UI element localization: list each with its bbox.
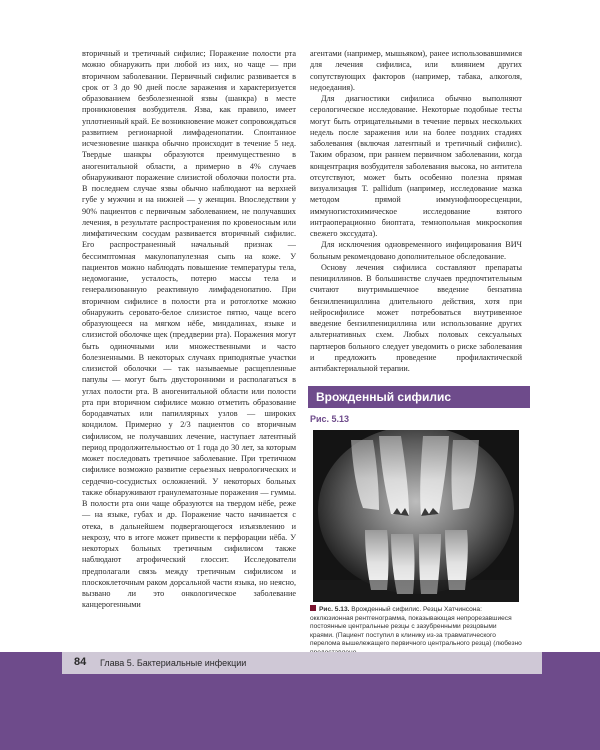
page-number: 84 (74, 656, 87, 668)
paragraph: Основу лечения сифилиса составляют препараты пенициллинов. В большинстве случаев предпочтительным считают внутримышечное введение бензатина бензилпенициллина длительного действия, хотя при нейросифилисе может потребоваться внутривенное введение бензилпенициллина или использование других альтернативных схем. Любых половых сексуальных партнеров больного следует уведомить о риске заболевания и предложить проведение профилактической антибактериальной терапии. (310, 262, 522, 373)
caption-marker (310, 605, 316, 611)
paragraph: вторичный и третичный сифилис; Поражение полости рта можно обнаружить при любой из них, но чаще — при вторичном заболевании. Первичный сифилис развивается в срок от 3 до 90 дней после заражения и характеризуется образованием безболезненной язвы (шанкра) в месте проникновения возбудителя. Язва, как правило, имеет уплотненный край. Ее возникновение может сопровождаться развитием регионарной лимфаденопатии. Спонтанное исчезновение шанкра обычно происходит в течение 5 нед. Твердые шанкры образуются преимущественно в аногенитальной области, а примерно в 4% случаев обнаруживают поражение слизистой оболочки полости рта. В последнем случае язвы обычно наблюдают на верхней губе у мужчин и на нижней — у женщин. Впоследствии у 90% пациентов с первичным заболеванием, не получавших лечения, в результате распространения по кровеносным или лимфатическим сосудам развивается вторичный сифилис. Его распространенный начальный признак — бессимптомная макулопапулезная сыпь на коже. У пациентов можно наблюдать повышение температуры тела, недомогание, усталость, потерю массы тела и генерализованную реактивную лимфаденопатию. При вторичном сифилисе в полости рта и ротоглотке можно обнаружить серовато-белое слизистое пятно, чаще всего образующееся на мягком нёбе, миндалинах, языке и слизистой оболочке щек (преддверии рта). Поражения могут быть одиночными или множественными и часто болезненными. В некоторых случаях приподнятые участки слизистой оболочки — так называемые расщепленные папулы — могут быть двусторонними и располагаться в углах полости рта. В аногенитальной области или полости рта при вторичном сифилисе можно отметить образование бородавчатых или папиллярных узлов — широких кондилом. Примерно у 2/3 пациентов со вторичным сифилисом, не получавших лечение, наступает латентный период продолжительностью от 1 года до 30 лет, за которым может последовать третичное заболевание. При третичном сифилисе возможно развитие серьезных неврологических и сердечно-сосудистых осложнений. У некоторых больных также обнаруживают гранулематозные поражения — гуммы. В полости рта они чаще образуются на твердом нёбе, реже — на языке, губах и др. Поражение часто начинается с отека, в дальнейшем подвергающегося изъязвлению и некрозу, что в итоге может привести к перфорации нёба. У некоторых больных третичным сифилисом также наблюдают атрофический глоссит. Исследователи предполагали связь между третичным сифилисом и плоскоклеточным раком дорсальной части языка, но неясно, вызвано ли это онкологическое заболевание канцерогенными (82, 49, 296, 610)
xray-image (313, 430, 519, 602)
caption-title: Врожденный сифилис. (351, 606, 422, 613)
xray-teeth-illustration (313, 430, 519, 602)
caption-label: Рис. 5.13. (319, 606, 350, 613)
left-text-column (82, 48, 296, 611)
section-heading: Врожденный сифилис (308, 386, 530, 408)
paragraph: Для диагностики сифилиса обычно выполняют серологическое исследование. Некоторые подобные тесты могут быть отрицательными в течение первых нескольких недель после заражения или на более поздних стадиях заболевания (включая латентный и третичный сифилис). Таким образом, при раннем первичном заболевании, когда концентрация возбудителя заболевания высока, но антитела отсутствуют, может быть особенно полезна прямая визуализация T. pallidum (например, исследование мазка методом прямой иммунофлюоресценции, иммуногистохимическое исследование взятого интраоперационно биоптата, темнопольная микроскопия свежего экссудата). (310, 94, 522, 238)
figure-label: Рис. 5.13 (310, 414, 350, 424)
caption-text: Резцы Хатчинсона: окклюзионная рентгенограмма, показывающая непрорезавшиеся постоянные центральные резцы с зазубренными резцовыми краями. (Пациент поступил в клинику из-за травматического перелома вышележащего первичного центрального резца) (любезно (310, 606, 522, 648)
right-text-column (310, 48, 522, 374)
paragraph: агентами (например, мышьяком), ранее использовавшимися для лечения сифилиса, или влиянием других сопутствующих факторов (например, табака, алкоголя, недоедания). (310, 49, 522, 92)
paragraph: Для исключения одновременного инфицирования ВИЧ больным рекомендовано дополнительное обследование. (310, 240, 522, 261)
chapter-title: Глава 5. Бактериальные инфекции (100, 658, 247, 668)
